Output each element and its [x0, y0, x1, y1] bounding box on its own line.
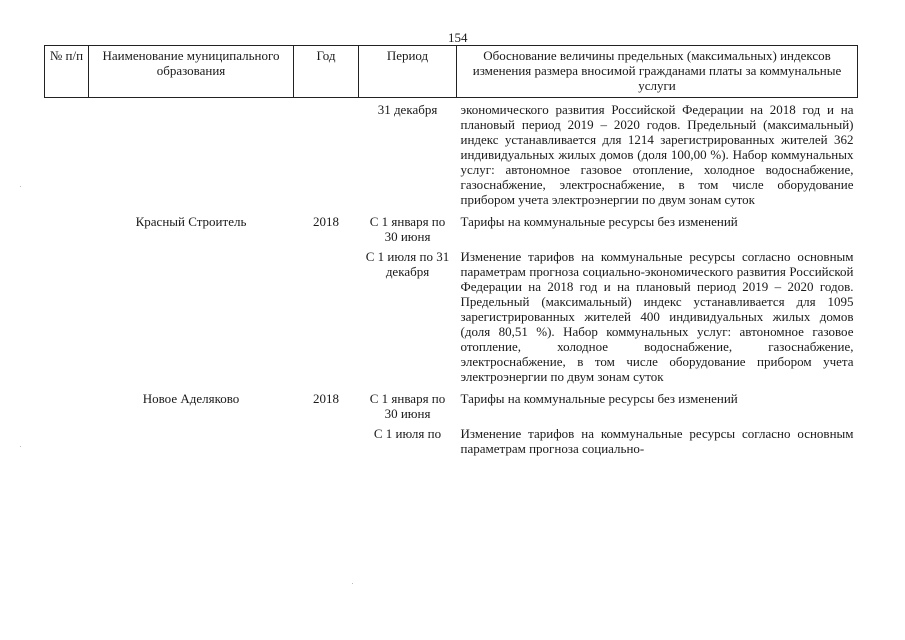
cell-municipality: Красный Строитель — [135, 214, 247, 229]
cell-justification: Изменение тарифов на коммунальные ресурсы согласно основным параметрам прогноза социально- — [460, 426, 854, 456]
cell-year — [294, 244, 359, 384]
cell-year — [294, 98, 359, 208]
table-row — [45, 207, 858, 244]
table-row — [45, 421, 858, 456]
cell-justification: Тарифы на коммунальные ресурсы без изменений — [460, 214, 738, 229]
cell-municipality — [89, 244, 294, 384]
table-header-row — [45, 46, 858, 98]
table-row — [45, 244, 858, 384]
header-year: Год — [294, 46, 359, 98]
cell-number — [45, 207, 89, 244]
scan-speck — [20, 446, 21, 447]
cell-period: 31 декабря — [377, 102, 438, 117]
cell-municipality — [89, 98, 294, 208]
cell-municipality: Новое Аделяково — [142, 391, 240, 406]
header-municipality: Наименование муниципального образования — [89, 46, 294, 98]
cell-period: С 1 июля по 31 декабря — [365, 249, 450, 279]
cell-year — [294, 421, 359, 456]
cell-number — [45, 244, 89, 384]
scan-speck — [20, 186, 21, 187]
tariff-index-table — [44, 45, 858, 456]
cell-period: С 1 июля по — [373, 426, 442, 441]
cell-justification: Тарифы на коммунальные ресурсы без изменений — [460, 391, 738, 406]
header-row-number: № п/п — [45, 46, 89, 98]
cell-number — [45, 384, 89, 421]
scan-speck — [352, 583, 353, 584]
cell-period: С 1 января по 30 июня — [369, 391, 446, 421]
table-row — [45, 98, 858, 208]
cell-municipality — [89, 421, 294, 456]
cell-number — [45, 98, 89, 208]
cell-number — [45, 421, 89, 456]
cell-period: С 1 января по 30 июня — [369, 214, 446, 244]
cell-justification: Изменение тарифов на коммунальные ресурсы согласно основным параметрам прогноза социально-экономического развития Российской Федерации на 2018 год и на плановый период 2019 – 2020 годов. Предельный (максимальный) индекс устанавливается для 1095 зарегистрированных жителей 400 индивидуальных жилых домов (доля 80,51 %). Набор коммунальных услуг: автономное газовое отопление, холодное водоснабжение, газоснабжение, электроснабжение, в том числе оборудование прибором учета электроэнергии по двум зонам суток — [460, 249, 854, 384]
page-number: 154 — [448, 30, 468, 45]
cell-justification: экономического развития Российской Федерации на 2018 год и на плановый период 2019 – 2020 годов. Предельный (максимальный) индекс устанавливается для 1214 зарегистрированных жителей 362 индивидуальных жилых домов (доля 100,00 %). Набор коммунальных услуг: автономное газовое отопление, холодное водоснабжение, газоснабжение, электроснабжение, в том числе оборудование прибором учета электроэнергии по двум зонам суток — [460, 102, 854, 207]
header-justification: Обоснование величины предельных (максимальных) индексов изменения размера вносимой гражданами платы за коммунальные услуги — [457, 46, 858, 98]
header-period: Период — [359, 46, 457, 98]
cell-year: 2018 — [313, 391, 339, 406]
cell-year: 2018 — [313, 214, 339, 229]
table-row — [45, 384, 858, 421]
